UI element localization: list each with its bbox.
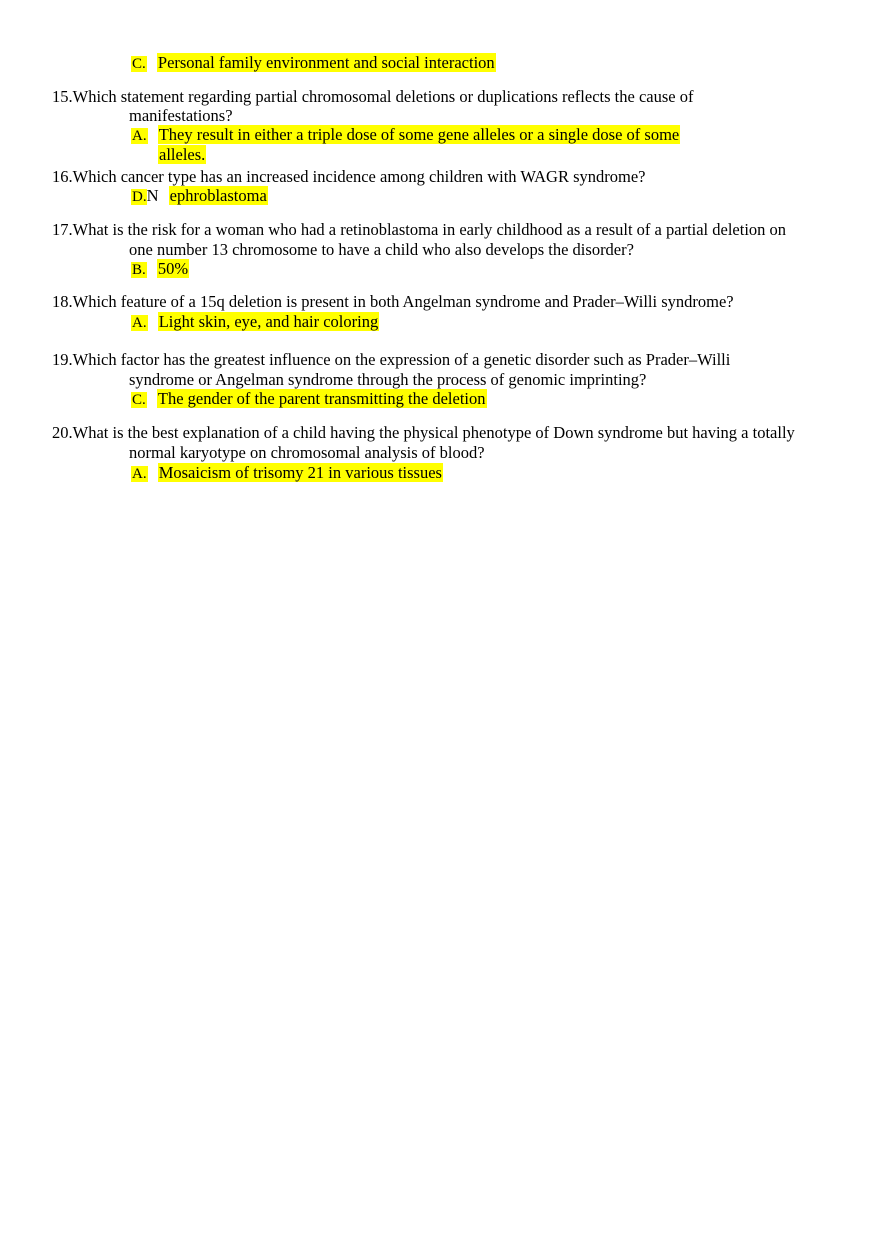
question-15-line-2 (129, 106, 233, 126)
answer-text-first: N (146, 186, 159, 205)
question-19-line-2 (129, 370, 646, 390)
question-text: normal karyotype on chromosomal analysis of blood? (129, 443, 485, 462)
answer-text: Light skin, eye, and hair coloring (158, 312, 379, 331)
question-17-line-1 (52, 220, 786, 240)
question-16-line-1 (52, 167, 645, 187)
answer-text: They result in either a triple dose of some gene alleles or a single dose of some (158, 125, 680, 144)
question-text: Which factor has the greatest influence on the expression of a genetic disorder such as Prader–Willi (72, 350, 731, 369)
question-20-line-1 (52, 423, 795, 443)
question-number: 18. (52, 292, 73, 311)
answer-row-14 (131, 53, 496, 74)
answer-row-16 (131, 186, 268, 207)
question-text: Which cancer type has an increased incidence among children with WAGR syndrome? (72, 167, 646, 186)
answer-text: Personal family environment and social interaction (157, 53, 495, 72)
answer-row-15 (131, 125, 680, 146)
question-number: 16. (52, 167, 73, 186)
question-text: syndrome or Angelman syndrome through the process of genomic imprinting? (129, 370, 647, 389)
question-20-line-2 (129, 443, 485, 463)
answer-row-17 (131, 259, 189, 280)
answer-letter: B. (132, 262, 146, 278)
question-text: manifestations? (129, 106, 233, 125)
answer-row-19 (131, 389, 487, 410)
question-number: 17. (52, 220, 73, 239)
answer-letter: A. (132, 466, 147, 482)
question-15-line-1 (52, 87, 693, 107)
answer-text: The gender of the parent transmitting the deletion (157, 389, 486, 408)
answer-letter: C. (132, 56, 146, 72)
answer-text: ephroblastoma (169, 186, 267, 205)
question-number: 20. (52, 423, 73, 442)
question-text: Which feature of a 15q deletion is present in both Angelman syndrome and Prader–Willi syndrome? (72, 292, 734, 311)
answer-row-15-cont (158, 145, 206, 165)
question-19-line-1 (52, 350, 730, 370)
question-number: 19. (52, 350, 73, 369)
answer-letter: C. (132, 392, 146, 408)
question-text: one number 13 chromosome to have a child who also develops the disorder? (129, 240, 634, 259)
answer-text: Mosaicism of trisomy 21 in various tissues (158, 463, 442, 482)
question-17-line-2 (129, 240, 634, 260)
question-text: What is the risk for a woman who had a retinoblastoma in early childhood as a result of a partial deletion on (72, 220, 787, 239)
question-text: What is the best explanation of a child having the physical phenotype of Down syndrome but having a totally (72, 423, 795, 442)
answer-text: 50% (157, 259, 189, 278)
answer-text: alleles. (159, 145, 206, 164)
answer-letter: A. (132, 128, 147, 144)
question-number: 15. (52, 87, 73, 106)
question-18-line-1 (52, 292, 734, 312)
answer-row-18 (131, 312, 379, 333)
question-text: Which statement regarding partial chromosomal deletions or duplications reflects the cause of (72, 87, 694, 106)
answer-row-20 (131, 463, 443, 484)
answer-letter: A. (132, 315, 147, 331)
answer-letter: D. (132, 189, 147, 205)
